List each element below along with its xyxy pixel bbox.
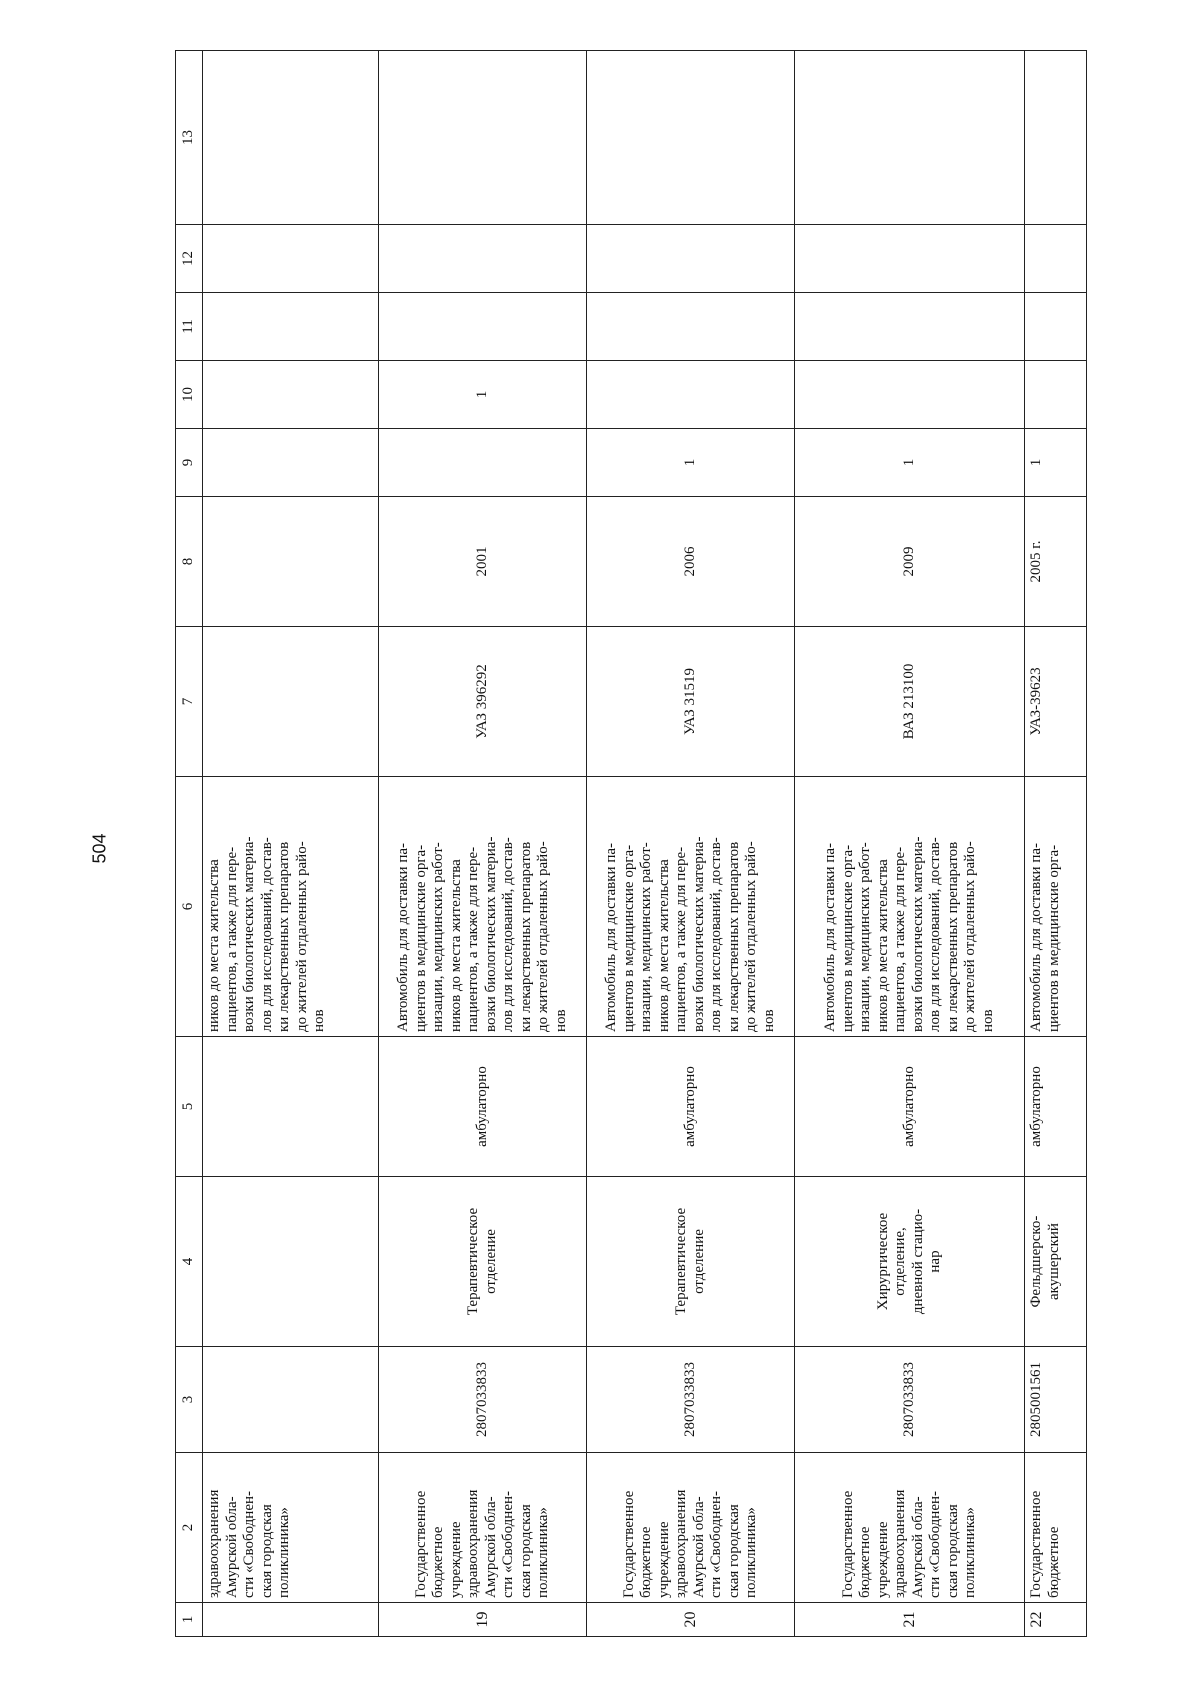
inn (203, 1347, 379, 1453)
col-13-value (587, 51, 795, 225)
department: Хирургическое отделение, дневной стацио- нар (795, 1177, 1025, 1347)
col-11-value (587, 293, 795, 361)
inn: 2805001561 (1025, 1347, 1087, 1453)
col-number: 9 (176, 429, 203, 497)
col-number: 3 (176, 1347, 203, 1453)
col-12-value (795, 225, 1025, 293)
year-of-manufacture: 2009 (795, 497, 1025, 627)
col-number: 8 (176, 497, 203, 627)
col-11-value (203, 293, 379, 361)
department: Терапевтическое отделение (587, 1177, 795, 1347)
col-number: 7 (176, 627, 203, 777)
row-number (203, 1603, 379, 1637)
col-13-value (1025, 51, 1087, 225)
table-row (587, 51, 795, 1637)
year-of-manufacture: 2001 (379, 497, 587, 627)
vehicle-model: ВАЗ 213100 (795, 627, 1025, 777)
inn: 2807033833 (795, 1347, 1025, 1453)
vehicle-purpose: ников до места жительства пациентов, а также для пере- возки биологических материа- лов для исследований, достав- ки лекарственных препаратов до жителей отдаленных райо- нов (203, 777, 379, 1037)
col-12-value (379, 225, 587, 293)
table-row (203, 51, 379, 1637)
year-of-manufacture (203, 497, 379, 627)
inn: 2807033833 (587, 1347, 795, 1453)
vehicle-model: УАЗ-39623 (1025, 627, 1087, 777)
vehicle-purpose: Автомобиль для доставки па- циентов в медицинские орга- низации, медицинских работ- ников до места жительства пациентов, а также для пере- возки биологических материа- лов для исследований, достав- ки лекарственных препаратов до жителей отдаленных райо- нов (795, 777, 1025, 1037)
col-9-value (379, 429, 587, 497)
col-9-value (203, 429, 379, 497)
vehicle-purpose: Автомобиль для доставки па- циентов в медицинские орга- (1025, 777, 1087, 1037)
col-number: 11 (176, 293, 203, 361)
col-number: 5 (176, 1037, 203, 1177)
col-number: 12 (176, 225, 203, 293)
organization-name: Государственное бюджетное (1025, 1453, 1087, 1603)
col-number: 10 (176, 361, 203, 429)
col-11-value (379, 293, 587, 361)
organization-name: Государственное бюджетное учреждение здравоохранения Амурской обла- сти «Свободнен- ская городская поликлиника» (795, 1453, 1025, 1603)
organization-name: Государственное бюджетное учреждение здравоохранения Амурской обла- сти «Свободнен- ская городская поликлиника» (587, 1453, 795, 1603)
col-10-value (1025, 361, 1087, 429)
col-number: 6 (176, 777, 203, 1037)
col-13-value (379, 51, 587, 225)
col-12-value (587, 225, 795, 293)
care-conditions: амбулаторно (1025, 1037, 1087, 1177)
page-number: 504 (89, 833, 110, 864)
col-10-value: 1 (379, 361, 587, 429)
col-number: 1 (176, 1603, 203, 1637)
vehicle-model: УАЗ 396292 (379, 627, 587, 777)
col-9-value: 1 (795, 429, 1025, 497)
col-11-value (1025, 293, 1087, 361)
col-10-value (587, 361, 795, 429)
care-conditions (203, 1037, 379, 1177)
vehicle-purpose: Автомобиль для доставки па- циентов в медицинские орга- низации, медицинских работ- ников до места жительства пациентов, а также для пере- возки биологических материа- лов для исследований, достав- ки лекарственных препаратов до жителей отдаленных райо- нов (379, 777, 587, 1037)
vehicle-model (203, 627, 379, 777)
row-number: 22 (1025, 1603, 1087, 1637)
col-9-value: 1 (1025, 429, 1087, 497)
department: Фельдшерско- акушерский (1025, 1177, 1087, 1347)
col-13-value (203, 51, 379, 225)
vehicle-table (175, 50, 1087, 1637)
row-number: 20 (587, 1603, 795, 1637)
vehicle-purpose: Автомобиль для доставки па- циентов в медицинские орга- низации, медицинских работ- ников до места жительства пациентов, а также для пере- возки биологических материа- лов для исследований, достав- ки лекарственных препаратов до жителей отдаленных райо- нов (587, 777, 795, 1037)
rotated-table-wrapper (175, 51, 1085, 1637)
column-number-row (176, 51, 203, 1637)
row-number: 21 (795, 1603, 1025, 1637)
col-11-value (795, 293, 1025, 361)
table-row (1025, 51, 1087, 1637)
table-row (379, 51, 587, 1637)
care-conditions: амбулаторно (795, 1037, 1025, 1177)
year-of-manufacture: 2006 (587, 497, 795, 627)
inn: 2807033833 (379, 1347, 587, 1453)
care-conditions: амбулаторно (379, 1037, 587, 1177)
vehicle-model: УАЗ 31519 (587, 627, 795, 777)
col-12-value (203, 225, 379, 293)
organization-name: Государственное бюджетное учреждение здравоохранения Амурской обла- сти «Свободнен- ская городская поликлиника» (379, 1453, 587, 1603)
year-of-manufacture: 2005 г. (1025, 497, 1087, 627)
col-9-value: 1 (587, 429, 795, 497)
department (203, 1177, 379, 1347)
care-conditions: амбулаторно (587, 1037, 795, 1177)
col-10-value (203, 361, 379, 429)
col-number: 13 (176, 51, 203, 225)
table-row (795, 51, 1025, 1637)
col-12-value (1025, 225, 1087, 293)
organization-name: здравоохранения Амурской обла- сти «Свободнен- ская городская поликлиника» (203, 1453, 379, 1603)
col-13-value (795, 51, 1025, 225)
row-number: 19 (379, 1603, 587, 1637)
department: Терапевтическое отделение (379, 1177, 587, 1347)
col-number: 4 (176, 1177, 203, 1347)
col-10-value (795, 361, 1025, 429)
col-number: 2 (176, 1453, 203, 1603)
